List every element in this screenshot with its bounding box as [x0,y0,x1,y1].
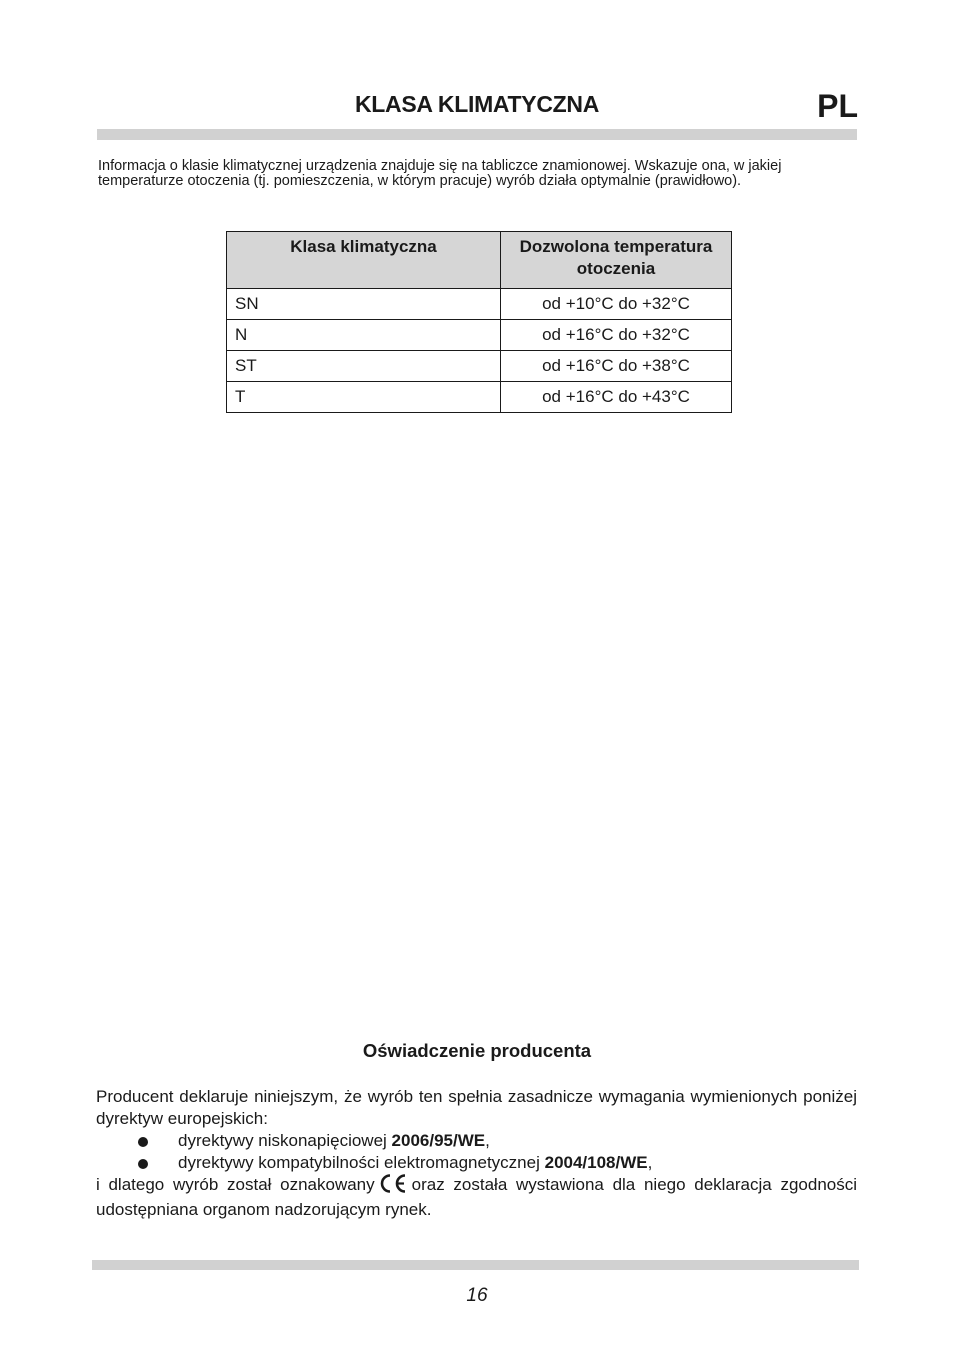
temperature-range-cell: od +10°C do +32°C [501,289,732,320]
declaration-closing [96,1174,857,1221]
intro-line: temperaturze otoczenia (tj. pomieszczenia, w którym pracuje) wyrób działa optymalnie (prawidłowo). [98,173,742,189]
climate-class-cell: SN [227,289,501,320]
directive-list [96,1130,857,1174]
climate-class-cell: N [227,320,501,351]
ce-mark-icon [378,1174,408,1199]
table-row [227,320,732,351]
list-punctuation: , [485,1131,490,1150]
declaration-body [96,1086,857,1221]
footer-divider [92,1260,859,1270]
table-row [227,351,732,382]
header-divider [97,129,857,140]
directive-text: dyrektywy niskonapięciowej [178,1131,392,1150]
climate-class-table [226,231,732,413]
climate-class-cell: T [227,382,501,413]
list-item [96,1152,857,1174]
temperature-range-cell: od +16°C do +32°C [501,320,732,351]
bullet-icon [138,1159,148,1169]
temperature-range-cell: od +16°C do +38°C [501,351,732,382]
directive-text: dyrektywy kompatybilności elektromagnetycznej [178,1153,545,1172]
list-punctuation: , [647,1153,653,1172]
declaration-intro: Producent deklaruje niniejszym, że wyrób ten spełnia zasadnicze wymagania wymienionych poniżej dyrektyw europejskich: [96,1087,857,1128]
column-header-class: Klasa klimatyczna [227,232,501,289]
intro-paragraph [98,159,868,189]
declaration-heading: Oświadczenie producenta [362,1040,592,1061]
temperature-range-cell: od +16°C do +43°C [501,382,732,413]
column-header-temperature: Dozwolona temperatura otoczenia [501,232,732,289]
table-row [227,382,732,413]
intro-line: Informacja o klasie klimatycznej urządzenia znajduje się na tabliczce znamionowej. Wskazuje ona, w jakiej [98,158,782,174]
table-row [227,289,732,320]
page-title: KLASA KLIMATYCZNA [354,91,600,117]
bullet-icon [138,1137,148,1147]
closing-text-after: oraz została wystawiona dla niego deklaracja zgodności udostępniana organom nadzorującym rynek. [96,1175,858,1219]
table-header-row [227,232,732,289]
directive-code: 2006/95/WE [391,1131,486,1150]
climate-class-cell: ST [227,351,501,382]
page-number: 16 [466,1285,488,1306]
closing-text-before: i dlatego wyrób został oznakowany [96,1175,375,1194]
list-item [96,1130,857,1152]
directive-code: 2004/108/WE [544,1153,648,1172]
language-code: PL [817,88,858,124]
